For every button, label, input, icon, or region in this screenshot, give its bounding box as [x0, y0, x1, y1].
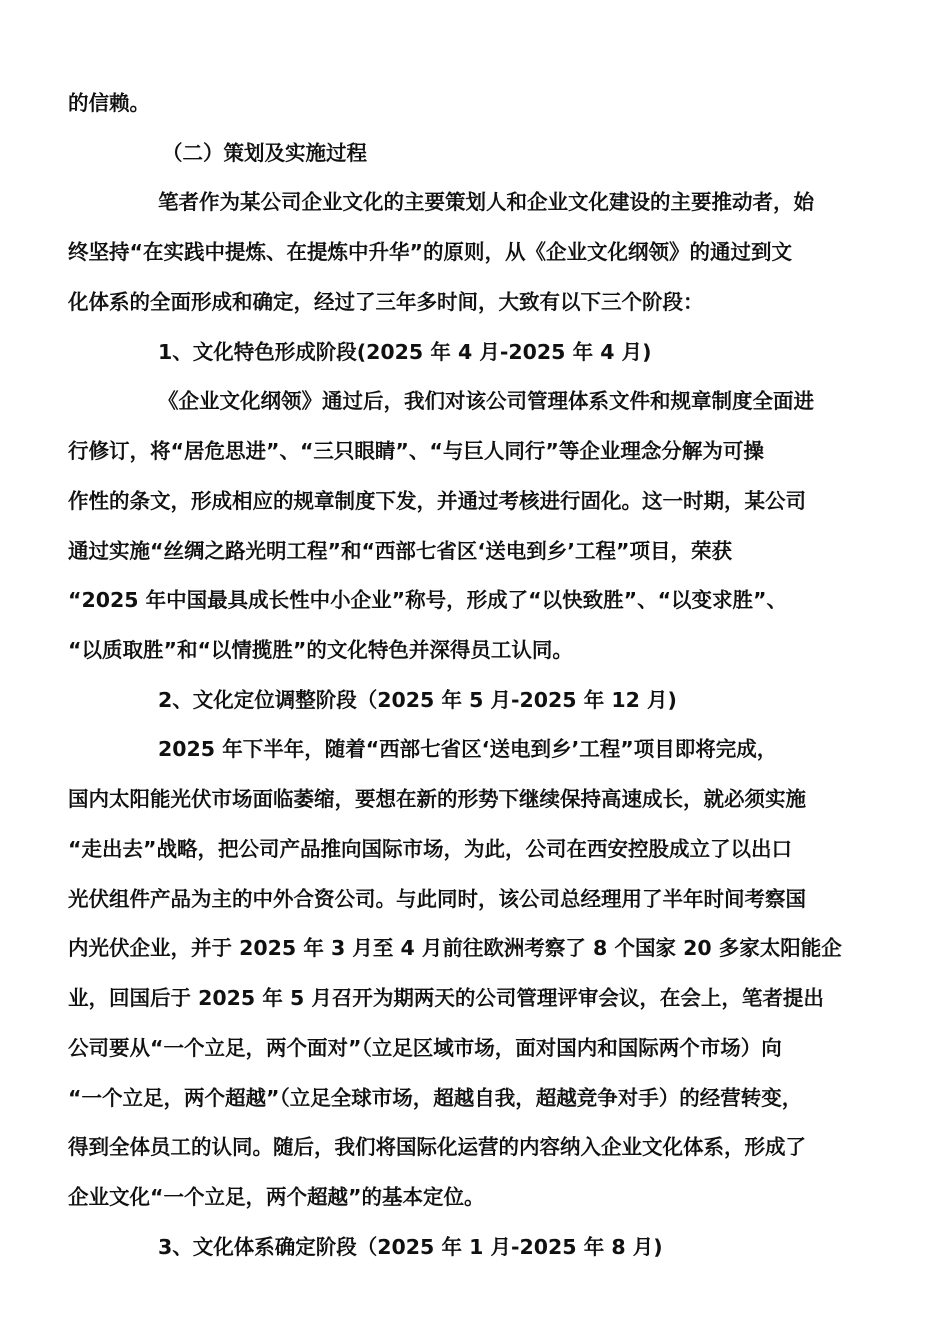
text-line: 光伏组件产品为主的中外合资公司。与此同时，该公司总经理用了半年时间考察国: [68, 887, 806, 911]
text-line: 终坚持“在实践中提炼、在提炼中升华”的原则，从《企业文化纲领》的通过到文: [68, 240, 792, 264]
text-line: 2025 年下半年，随着“西部七省区‘送电到乡’工程”项目即将完成，: [158, 737, 778, 761]
stage-heading: 1、文化特色形成阶段(2025 年 4 月-2025 年 4 月): [158, 340, 652, 364]
section-heading: （二）策划及实施过程: [162, 141, 367, 165]
text-line: 的信赖。: [68, 91, 150, 115]
text-line: “2025 年中国最具成长性中小企业”称号，形成了“以快致胜”、“以变求胜”、: [68, 588, 788, 612]
text-line: 行修订，将“居危思进”、“三只眼睛”、“与巨人同行”等企业理念分解为可操: [68, 439, 764, 463]
text-line: 得到全体员工的认同。随后，我们将国际化运营的内容纳入企业文化体系，形成了: [68, 1135, 806, 1159]
stage-heading: 2、文化定位调整阶段（2025 年 5 月-2025 年 12 月): [158, 688, 677, 712]
text-line: 化体系的全面形成和确定，经过了三年多时间，大致有以下三个阶段：: [68, 290, 704, 314]
text-line: 《企业文化纲领》通过后，我们对该公司管理体系文件和规章制度全面进: [158, 389, 814, 413]
stage-heading: 3、文化体系确定阶段（2025 年 1 月-2025 年 8 月): [158, 1235, 663, 1259]
text-line: 公司要从“一个立足，两个面对”（立足区域市场，面对国内和国际两个市场）向: [68, 1036, 782, 1060]
text-line: 作性的条文，形成相应的规章制度下发，并通过考核进行固化。这一时期，某公司: [68, 489, 806, 513]
text-line: 业，回国后于 2025 年 5 月召开为期两天的公司管理评审会议，在会上，笔者提出: [68, 986, 824, 1010]
text-line: “以质取胜”和“以情揽胜”的文化特色并深得员工认同。: [68, 638, 573, 662]
text-line: 国内太阳能光伏市场面临萎缩，要想在新的形势下继续保持高速成长，就必须实施: [68, 787, 806, 811]
text-line: 企业文化“一个立足，两个超越”的基本定位。: [68, 1185, 485, 1209]
text-line: 内光伏企业，并于 2025 年 3 月至 4 月前往欧洲考察了 8 个国家 20 多家太阳能企: [68, 936, 842, 960]
text-line: 笔者作为某公司企业文化的主要策划人和企业文化建设的主要推动者，始: [158, 190, 814, 214]
text-line: 通过实施“丝绸之路光明工程”和“西部七省区‘送电到乡’工程”项目，荣获: [68, 539, 732, 563]
text-line: “一个立足，两个超越”（立足全球市场，超越自我，超越竞争对手）的经营转变，: [68, 1086, 803, 1110]
text-line: “走出去”战略，把公司产品推向国际市场，为此，公司在西安控股成立了以出口: [68, 837, 792, 861]
